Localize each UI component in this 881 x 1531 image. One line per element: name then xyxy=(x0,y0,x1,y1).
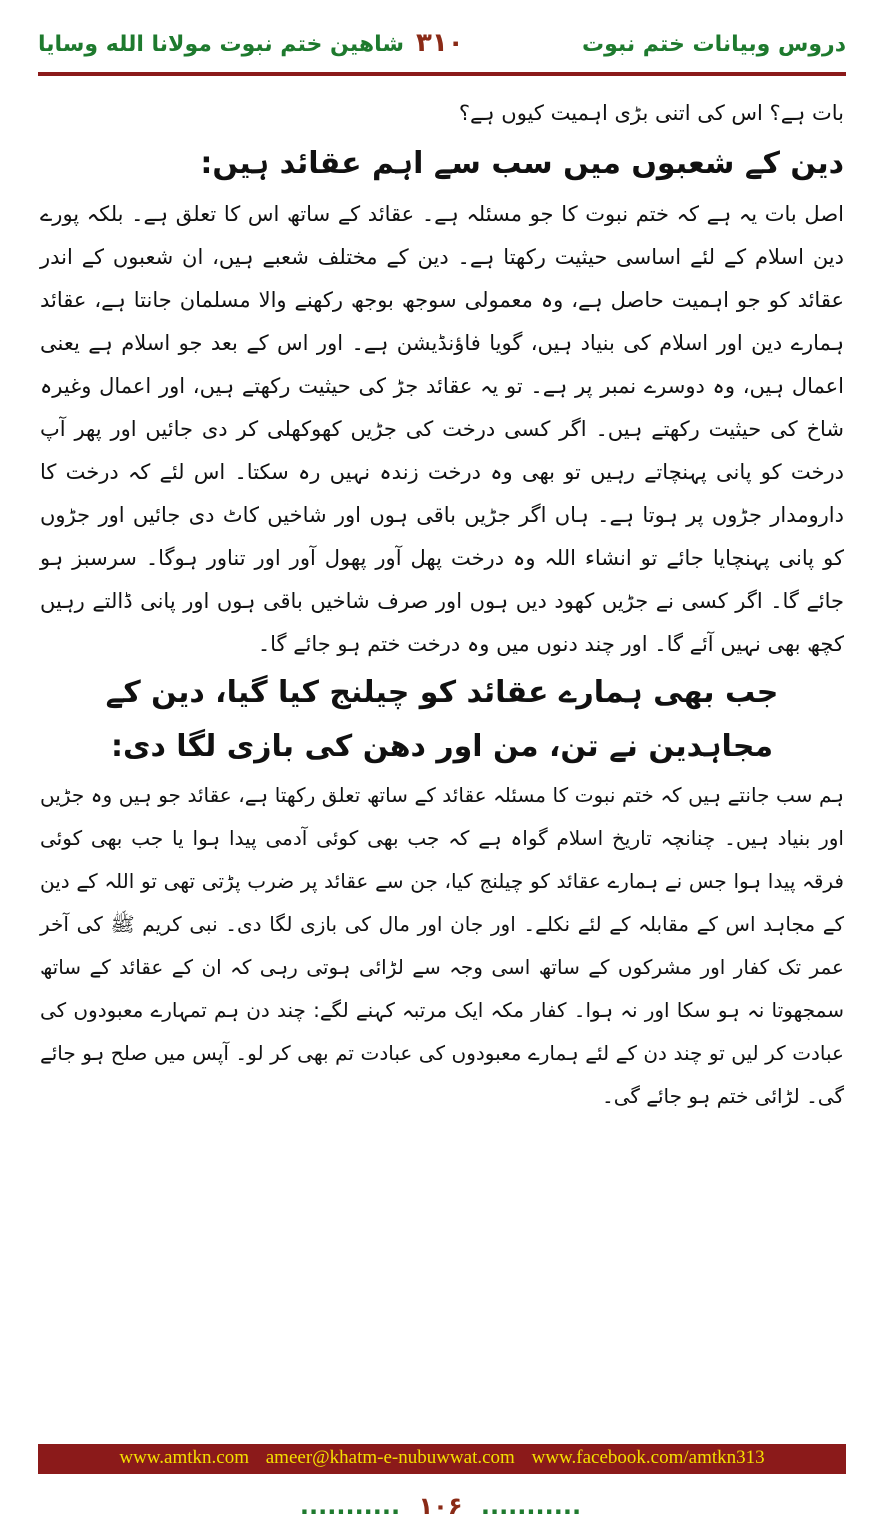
paragraph-1: اصل بات یہ ہے کہ ختم نبوت کا جو مسئلہ ہے۔ عقائد کے ساتھ اس کا تعلق ہے۔ بلکہ پورے دین اسلام کے لئے اساسی حیثیت رکھتا ہے۔ دین کے مختلف شعبے ہیں، ان شعبوں کے اندر عقائد کو جو اہمیت حاصل ہے، وہ معمولی سوجھ بوجھ رکھنے والا مسلمان جانتا ہے، عقائد ہمارے دین اور اسلام کی بنیاد ہیں، گویا فاؤنڈیشن ہے۔ اور اس کے بعد جو اسلام ہے یعنی اعمال ہیں، وہ دوسرے نمبر پر ہے۔ تو یہ عقائد جڑ کی حیثیت رکھتے ہیں، اور اعمال وغیرہ شاخ کی حیثیت رکھتے ہیں۔ اگر کسی درخت کی جڑیں کھوکھلی کر دی جائیں اور پھر آپ درخت کو پانی پہنچاتے رہیں تو بھی وہ درخت زندہ نہیں رہ سکتا۔ اس لئے کہ درخت کا دارومدار جڑوں پر ہوتا ہے۔ ہاں اگر جڑیں باقی ہوں اور شاخیں کاٹ دی جائیں اور جڑوں کو پانی پہنچایا جائے تو انشاء اللہ وہ درخت پھل آور پھول آور اور تناور ہوگا۔ سرسبز ہو جائے گا۔ اگر کسی نے جڑیں کھود دیں ہوں اور صرف شاخیں باقی ہوں اور پانی ڈالتے رہیں کچھ بھی نہیں آئے گا۔ اور چند دنوں میں وہ درخت ختم ہو جائے گا۔ xyxy=(40,202,844,656)
intro-line: بات ہے؟ اس کی اتنی بڑی اہمیت کیوں ہے؟ xyxy=(458,101,844,125)
page-body xyxy=(40,92,844,1118)
section-heading-1: دین کے شعبوں میں سب سے اہم عقائد ہیں: xyxy=(200,146,844,181)
header-divider xyxy=(38,72,846,76)
section-heading-2: جب بھی ہمارے عقائد کو چیلنج کیا گیا، دین کے مجاہدین نے تن، من اور دھن کی بازی لگا دی: xyxy=(105,675,779,764)
page-header xyxy=(38,28,846,68)
footer-links xyxy=(113,1447,770,1469)
dots-left: ........... xyxy=(299,1492,401,1520)
page-number-footer xyxy=(0,1492,881,1520)
header-author: شاهین ختم نبوت مولانا الله وسایا xyxy=(38,32,404,57)
header-book-title: دروس وبیانات ختم نبوت xyxy=(582,32,846,57)
page-number: ۱۰۶ xyxy=(418,1492,463,1520)
dots-right: ........... xyxy=(480,1492,582,1520)
paragraph-2: ہم سب جانتے ہیں کہ ختم نبوت کا مسئلہ عقائد کے ساتھ تعلق رکھتا ہے، عقائد جو ہیں وہ جڑیں اور بنیاد ہیں۔ چنانچہ تاریخ اسلام گواہ ہے کہ جب بھی کوئی آدمی پیدا ہوا یا جب بھی کوئی فرقہ پیدا ہوا جس نے ہمارے عقائد کو چیلنج کیا، جن سے عقائد پر ضرب پڑتی تھی تو اللہ کے دین کے مجاہد اس کے مقابلہ کے لئے نکلے۔ اور جان اور مال کی بازی لگا دی۔ نبی کریم ﷺ کی آخر عمر تک کفار اور مشرکوں کے ساتھ اسی وجہ سے لڑائی ہوتی رہی کہ ان کے عقائد کے ساتھ سمجھوتا نہ ہو سکا اور نہ ہوا۔ کفار مکہ ایک مرتبہ کہنے لگے: چند دن ہم تمہارے معبودوں کی عبادت کر لیں تو چند دن کے لئے ہمارے معبودوں کی عبادت تم بھی کر لو۔ آپس میں صلح ہو جائے گی۔ لڑائی ختم ہو جائے گی۔ xyxy=(40,783,844,1108)
website-link[interactable]: www.amtkn.com xyxy=(119,1447,249,1468)
footer-bar xyxy=(38,1444,846,1474)
header-page-number: ۳۱۰ xyxy=(416,28,464,58)
facebook-link[interactable]: www.facebook.com/amtkn313 xyxy=(531,1447,765,1468)
email-link[interactable]: ameer@khatm-e-nubuwwat.com xyxy=(265,1447,515,1468)
